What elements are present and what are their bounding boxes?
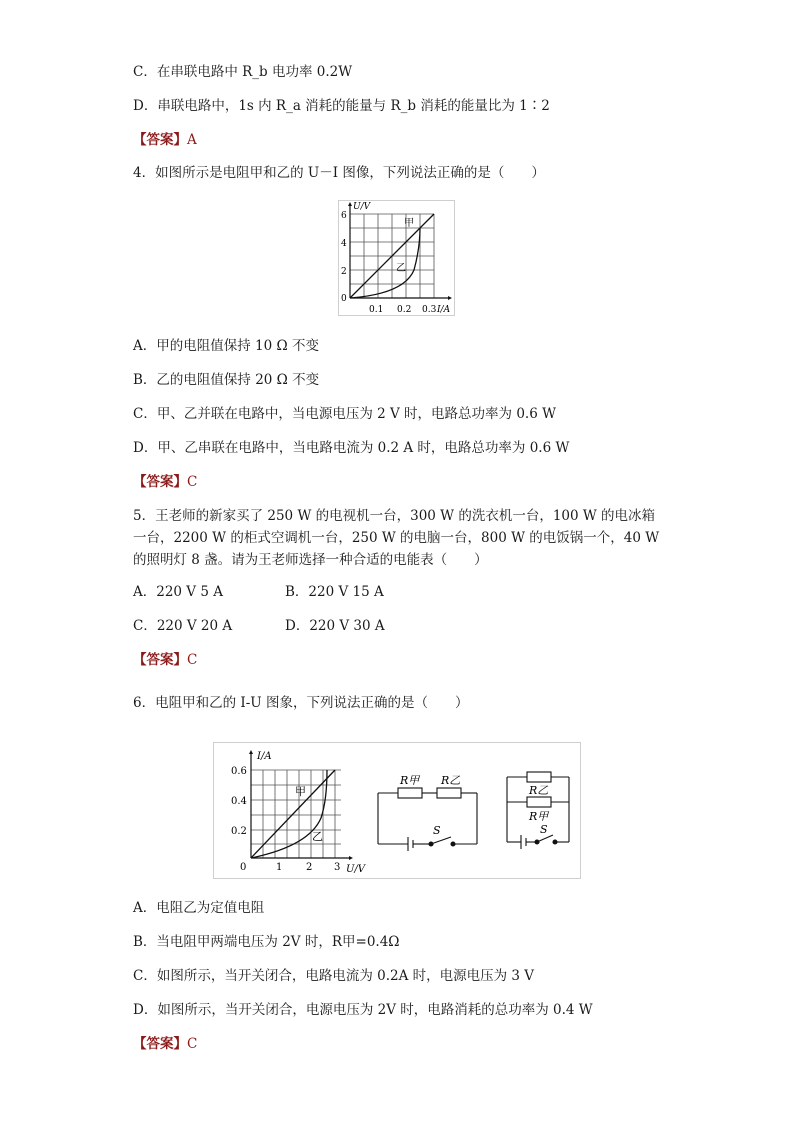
x-tick-0.2: 0.2	[397, 305, 412, 315]
answer-label: 【答案】	[133, 474, 187, 490]
q3-option-d: D．串联电路中，1s 内 R_a 消耗的能量与 R_b 消耗的能量比为 1∶2	[133, 98, 550, 114]
q5-option-b: B．220 V 15 A	[285, 584, 384, 600]
y-tick-4: 4	[341, 239, 347, 249]
r-jia-parallel-label: R甲	[529, 810, 549, 823]
answer-value: C	[187, 652, 198, 668]
answer-value: A	[187, 132, 197, 148]
x-tick-0.1: 0.1	[369, 305, 384, 315]
label-jia: 甲	[295, 785, 306, 798]
q6-option-b: B．当电阻甲两端电压为 2V 时，R甲=0.4Ω	[133, 934, 400, 950]
x-tick-1: 1	[276, 862, 283, 873]
resistor-jia	[398, 788, 422, 798]
r-jia-label: R甲	[400, 774, 420, 787]
y-tick-6: 6	[341, 211, 347, 221]
y-axis-label: U/V	[353, 202, 371, 212]
q3-answer	[133, 130, 197, 150]
resistor-top	[527, 772, 551, 782]
label-yi: 乙	[396, 263, 406, 274]
q5-option-c: C．220 V 20 A	[133, 618, 233, 634]
answer-label: 【答案】	[133, 1036, 187, 1052]
label-yi: 乙	[312, 830, 323, 843]
r-yi-parallel-label: R乙	[529, 784, 549, 797]
resistor-middle	[527, 797, 551, 807]
x-tick-0: 0	[240, 862, 247, 873]
switch-label: S	[433, 824, 441, 837]
y-axis-label: I/A	[257, 751, 272, 762]
y-tick-0: 0	[341, 294, 347, 304]
series-circuit	[378, 788, 477, 851]
y-tick-2: 2	[341, 267, 347, 277]
q6-option-c: C．如图所示，当开关闭合，电路电流为 0.2A 时，电源电压为 3 V	[133, 968, 535, 984]
x-tick-3: 3	[334, 862, 341, 873]
r-yi-label: R乙	[441, 774, 461, 787]
x-tick-2: 2	[306, 862, 313, 873]
answer-label: 【答案】	[133, 652, 187, 668]
q4-answer	[133, 472, 197, 492]
y-tick-0.2: 0.2	[231, 826, 247, 837]
q3-option-c: C．在串联电路中 R_b 电功率 0.2W	[133, 64, 353, 80]
y-tick-0.6: 0.6	[231, 766, 247, 777]
q6-figure	[213, 742, 581, 879]
resistor-yi	[437, 788, 461, 798]
x-tick-0.3: 0.3	[422, 305, 437, 315]
answer-value: C	[187, 1036, 198, 1052]
switch-parallel-label: S	[540, 823, 548, 836]
grid	[251, 770, 341, 858]
q5-option-a: A．220 V 5 A	[133, 584, 223, 600]
q5-stem: 5．王老师的新家买了 250 W 的电视机一台，300 W 的洗衣机一台，100 W 的电冰箱一台，2200 W 的柜式空调机一台，250 W 的电脑一台，800 W 的电饭锅一个，40 W 的照明灯 8 盏。请为王老师选择一种合适的电能表（ ）	[133, 508, 660, 568]
q4-ui-graph	[338, 200, 455, 316]
q6-option-d: D．如图所示，当开关闭合，电源电压为 2V 时，电路消耗的总功率为 0.4 W	[133, 1002, 593, 1018]
q5-option-d: D．220 V 30 A	[285, 618, 385, 634]
q4-option-d: D．甲、乙串联在电路中，当电路电流为 0.2 A 时，电路总功率为 0.6 W	[133, 440, 570, 456]
q6-stem: 6．电阻甲和乙的 I-U 图象，下列说法正确的是（ ）	[133, 695, 469, 711]
q4-option-a: A．甲的电阻值保持 10 Ω 不变	[133, 338, 319, 354]
label-jia: 甲	[404, 218, 414, 229]
x-axis-label: I/A	[437, 305, 451, 315]
answer-label: 【答案】	[133, 132, 187, 148]
y-tick-0.4: 0.4	[231, 796, 247, 807]
answer-value: C	[187, 474, 198, 490]
q4-option-b: B．乙的电阻值保持 20 Ω 不变	[133, 372, 320, 388]
x-axis-label: U/V	[346, 864, 366, 875]
q4-stem: 4．如图所示是电阻甲和乙的 U－I 图像，下列说法正确的是（ ）	[133, 165, 545, 181]
q5-answer	[133, 650, 197, 670]
q6-option-a: A．电阻乙为定值电阻	[133, 900, 265, 916]
curve-yi	[251, 770, 327, 858]
q4-option-c: C．甲、乙并联在电路中，当电源电压为 2 V 时，电路总功率为 0.6 W	[133, 406, 556, 422]
q6-answer	[133, 1034, 197, 1054]
